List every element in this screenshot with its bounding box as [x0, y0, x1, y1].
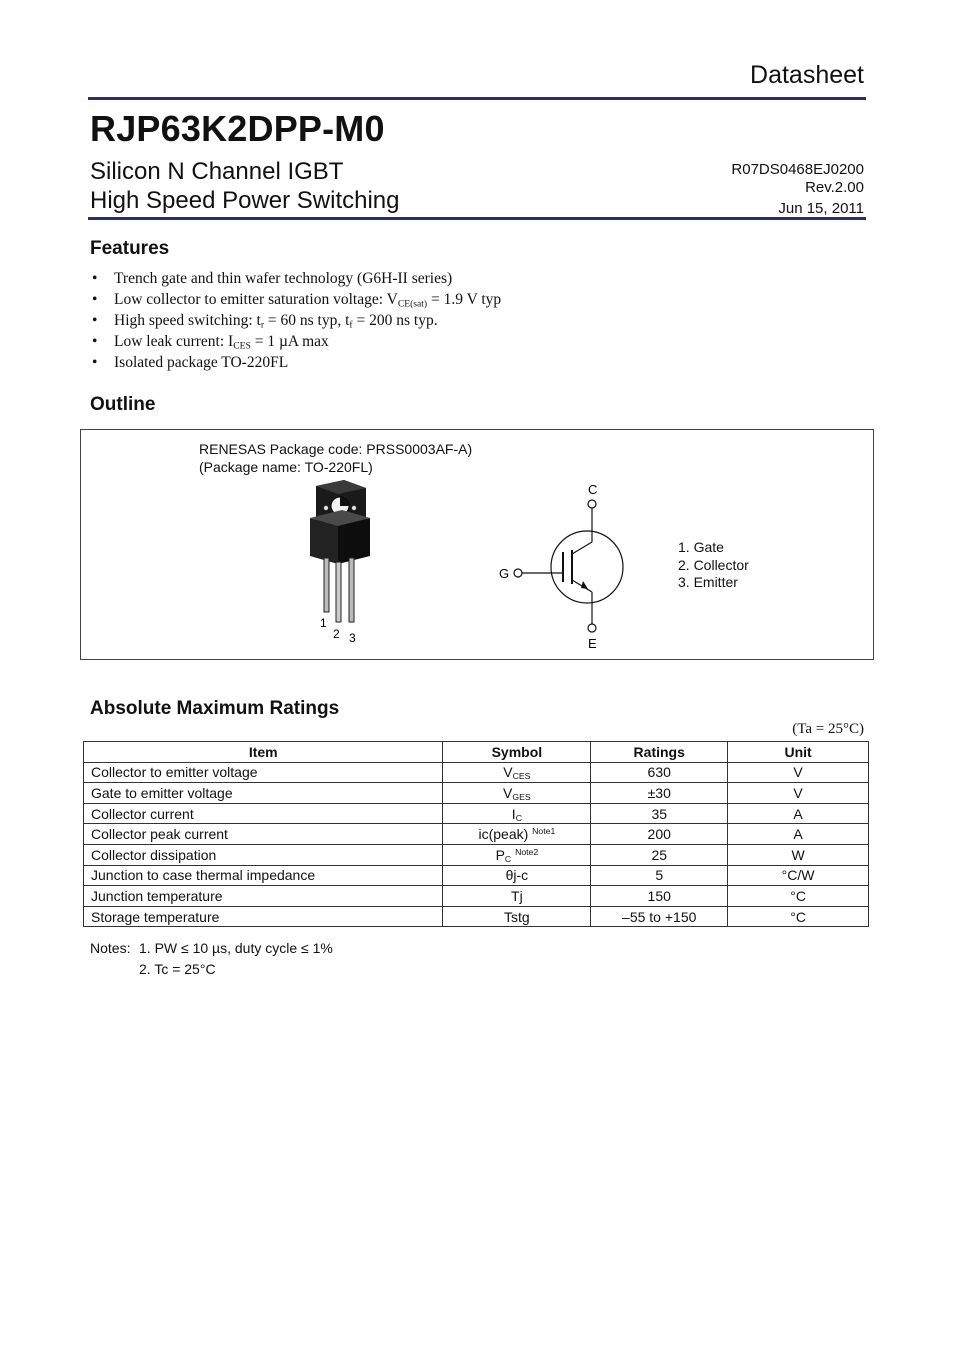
notes-label: Notes:	[90, 940, 131, 956]
collector-label: C	[588, 482, 598, 497]
item-cell: Collector dissipation	[84, 844, 443, 865]
pin-legend-collector: 2. Collector	[678, 557, 749, 573]
lead-label-2: 2	[333, 627, 340, 641]
subtitle-line-2: High Speed Power Switching	[90, 187, 400, 214]
table-row	[84, 906, 869, 927]
table-row	[84, 762, 869, 783]
release-date: Jun 15, 2011	[778, 200, 864, 217]
bullet: •	[92, 354, 98, 371]
unit-cell: A	[728, 824, 869, 845]
package-body	[310, 480, 370, 564]
unit-cell: W	[728, 844, 869, 865]
outline-heading: Outline	[90, 394, 156, 415]
feature-text: Isolated package TO-220FL	[114, 354, 289, 371]
rating-cell: 200	[591, 824, 728, 845]
bullet: •	[92, 312, 98, 329]
header-rule-top	[88, 97, 866, 100]
ratings-table	[83, 741, 869, 927]
emitter-terminal	[588, 624, 596, 632]
bullet: •	[92, 270, 98, 287]
bullet: •	[92, 291, 98, 308]
feature-item	[92, 352, 501, 373]
igbt-symbol	[490, 480, 640, 655]
emitter-label: E	[588, 636, 597, 651]
feature-item	[92, 310, 501, 331]
gate-terminal	[514, 569, 522, 577]
column-header-unit: Unit	[728, 742, 869, 763]
symbol-cell: Tj	[443, 886, 591, 907]
rating-cell: ±30	[591, 783, 728, 804]
rating-cell: 5	[591, 865, 728, 886]
symbol-cell: $V_{GES}$	[443, 783, 591, 804]
rating-cell: –55 to +150	[591, 906, 728, 927]
rating-cell: 150	[591, 886, 728, 907]
lead-label-1: 1	[320, 616, 327, 630]
document-number: R07DS0468EJ0200	[731, 161, 864, 178]
package-name: (Package name: TO-220FL)	[199, 459, 373, 475]
column-header-symbol: Symbol	[443, 742, 591, 763]
lead-label-3: 3	[349, 631, 356, 645]
part-number-title: RJP63K2DPP-M0	[90, 108, 385, 149]
feature-item	[92, 289, 501, 310]
feature-text: = 60 ns typ, t	[264, 312, 350, 329]
unit-cell: A	[728, 803, 869, 824]
unit-cell: °C	[728, 886, 869, 907]
collector-terminal	[588, 500, 596, 508]
rating-cell: 630	[591, 762, 728, 783]
item-cell: Gate to emitter voltage	[84, 783, 443, 804]
table-row	[84, 844, 869, 865]
item-cell: Collector current	[84, 803, 443, 824]
item-cell: Collector to emitter voltage	[84, 762, 443, 783]
table-row	[84, 886, 869, 907]
subscript: f	[349, 319, 353, 331]
feature-text: Low leak current: I	[114, 333, 234, 350]
package-drawing	[300, 478, 380, 648]
symbol-cell: Tstg	[443, 906, 591, 927]
unit-cell: V	[728, 762, 869, 783]
rating-cell: 25	[591, 844, 728, 865]
note-2: 2. Tc = 25°C	[139, 961, 216, 977]
unit-cell: °C/W	[728, 865, 869, 886]
item-cell: Storage temperature	[84, 906, 443, 927]
feature-text: Trench gate and thin wafer technology (G6H-II series)	[114, 270, 453, 287]
bullet: •	[92, 333, 98, 350]
feature-list	[92, 268, 501, 373]
unit-cell: °C	[728, 906, 869, 927]
symbol-cell: ic(peak) $^{Note1}$	[443, 824, 591, 845]
table-header-row	[84, 742, 869, 763]
feature-item	[92, 331, 501, 352]
document-type: Datasheet	[750, 61, 864, 89]
header-rule-bottom	[88, 217, 866, 220]
note-1: 1. PW ≤ 10 µs, duty cycle ≤ 1%	[139, 940, 333, 956]
pin-legend-emitter: 3. Emitter	[678, 574, 738, 590]
subscript: CES	[233, 340, 251, 352]
symbol-circle	[551, 531, 623, 603]
feature-text: High speed switching: t	[114, 312, 261, 329]
revision: Rev.2.00	[805, 179, 864, 196]
ratings-heading: Absolute Maximum Ratings	[90, 698, 340, 719]
feature-text: Low collector to emitter saturation voltage: V	[114, 291, 398, 308]
gate-label: G	[499, 566, 510, 581]
subtitle-line-1: Silicon N Channel IGBT	[90, 158, 344, 185]
column-header-ratings: Ratings	[591, 742, 728, 763]
table-row	[84, 824, 869, 845]
table-row	[84, 783, 869, 804]
table-row	[84, 865, 869, 886]
feature-text: = 1 µA max	[250, 333, 329, 350]
column-header-item: Item	[84, 742, 443, 763]
item-cell: Junction temperature	[84, 886, 443, 907]
item-cell: Junction to case thermal impedance	[84, 865, 443, 886]
table-row	[84, 803, 869, 824]
symbol-cell: θj-c	[443, 865, 591, 886]
rating-cell: 35	[591, 803, 728, 824]
package-code: RENESAS Package code: PRSS0003AF-A)	[199, 441, 473, 457]
symbol-cell: $P_C$ $^{Note2}$	[443, 844, 591, 865]
item-cell: Collector peak current	[84, 824, 443, 845]
unit-cell: V	[728, 783, 869, 804]
symbol-cell: $V_{CES}$	[443, 762, 591, 783]
ratings-condition: (Ta = 25°C)	[792, 721, 864, 737]
symbol-cell: $I_C$	[443, 803, 591, 824]
pin-legend-gate: 1. Gate	[678, 539, 724, 555]
feature-text: = 200 ns typ.	[352, 312, 438, 329]
subscript: r	[260, 319, 265, 331]
feature-text: = 1.9 V typ	[427, 291, 502, 308]
subscript: CE(sat)	[397, 298, 428, 310]
feature-item	[92, 268, 501, 289]
package-leads	[324, 558, 354, 622]
features-heading: Features	[90, 238, 170, 259]
